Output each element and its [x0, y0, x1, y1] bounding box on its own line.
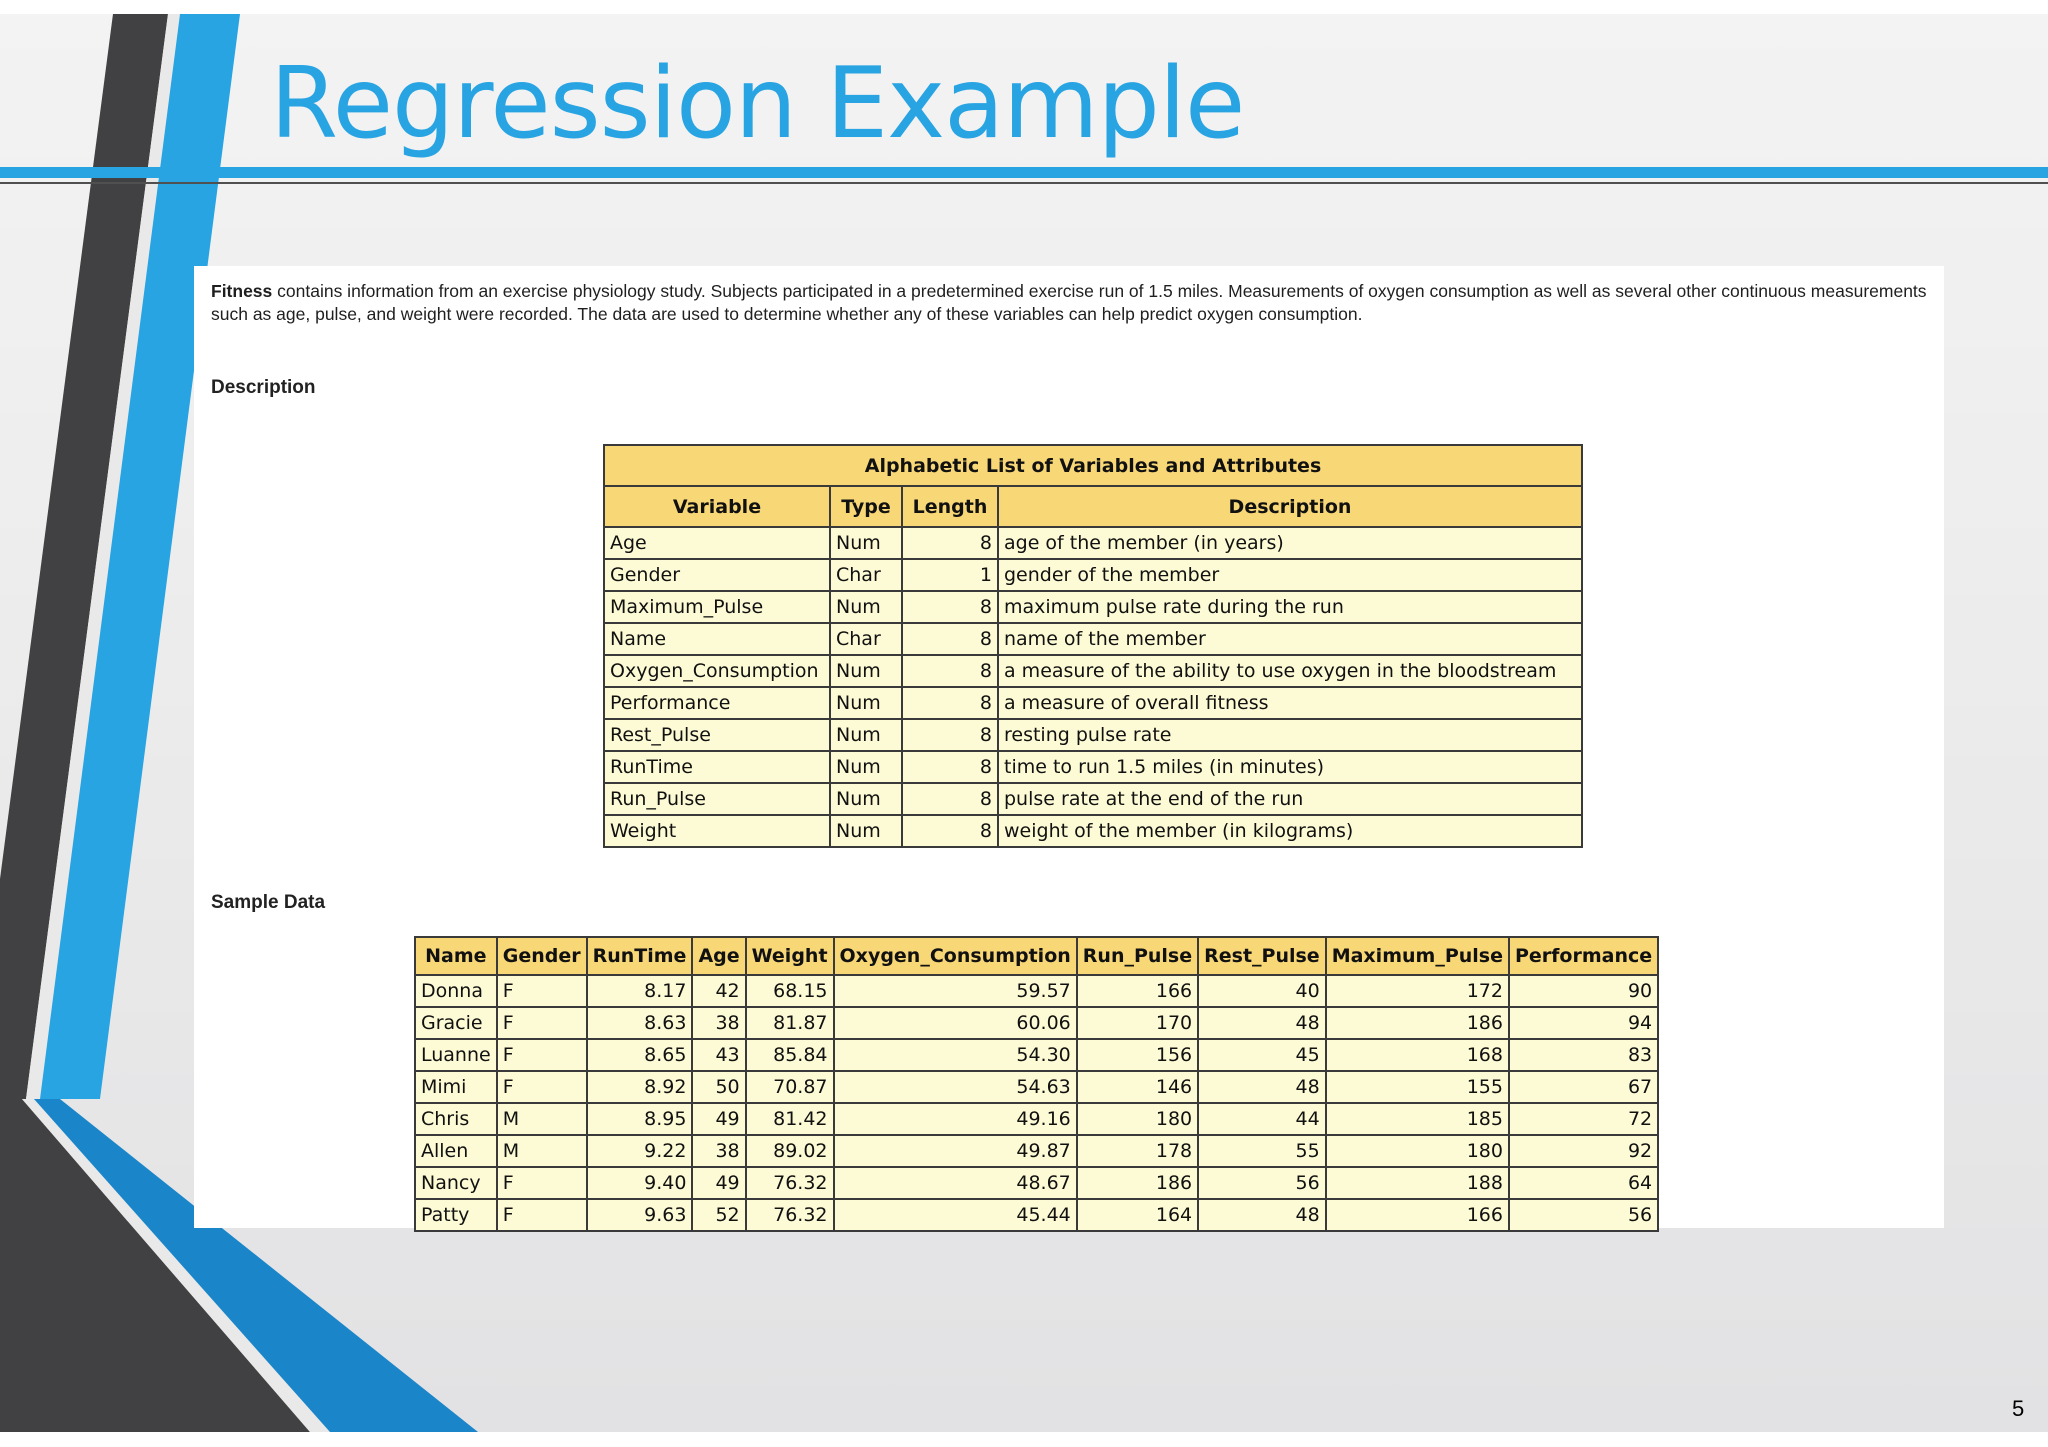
table-cell-age: 38 — [692, 1135, 745, 1167]
table-cell-oxygen-consumption: 48.67 — [834, 1167, 1077, 1199]
sample-table-body — [415, 975, 1658, 1231]
table-row — [604, 591, 1582, 623]
table-cell-runtime: 8.65 — [587, 1039, 693, 1071]
slide — [0, 14, 2048, 1432]
table-cell-variable: Name — [604, 623, 830, 655]
table-cell-weight: 81.42 — [746, 1103, 834, 1135]
table-row — [415, 975, 1658, 1007]
table-cell-name: Donna — [415, 975, 497, 1007]
table-cell-description: age of the member (in years) — [998, 527, 1582, 559]
table-cell-variable: RunTime — [604, 751, 830, 783]
table-row — [604, 719, 1582, 751]
table-cell-rest-pulse: 48 — [1198, 1071, 1326, 1103]
table-cell-run-pulse: 164 — [1077, 1199, 1198, 1231]
table-cell-gender: F — [497, 1167, 587, 1199]
table-cell-gender: M — [497, 1135, 587, 1167]
table-cell-age: 52 — [692, 1199, 745, 1231]
table-cell-description: resting pulse rate — [998, 719, 1582, 751]
sample-data-table — [414, 936, 1659, 1232]
table-cell-variable: Oxygen_Consumption — [604, 655, 830, 687]
column-header-weight: Weight — [746, 937, 834, 975]
table-cell-rest-pulse: 44 — [1198, 1103, 1326, 1135]
table-cell-rest-pulse: 55 — [1198, 1135, 1326, 1167]
table-cell-variable: Weight — [604, 815, 830, 847]
table-row — [415, 1135, 1658, 1167]
table-row — [415, 1167, 1658, 1199]
table-cell-age: 50 — [692, 1071, 745, 1103]
table-cell-runtime: 9.22 — [587, 1135, 693, 1167]
table-cell-rest-pulse: 45 — [1198, 1039, 1326, 1071]
table-cell-maximum-pulse: 186 — [1326, 1007, 1509, 1039]
table-cell-weight: 70.87 — [746, 1071, 834, 1103]
sample-data-heading: Sample Data — [211, 892, 326, 913]
dataset-name: Fitness — [211, 281, 273, 301]
content-image-panel — [194, 266, 1944, 1228]
table-cell-maximum-pulse: 180 — [1326, 1135, 1509, 1167]
table-cell-oxygen-consumption: 49.16 — [834, 1103, 1077, 1135]
table-cell-description: gender of the member — [998, 559, 1582, 591]
table-row — [604, 783, 1582, 815]
table-cell-performance: 56 — [1509, 1199, 1658, 1231]
table-cell-name: Luanne — [415, 1039, 497, 1071]
table-cell-performance: 64 — [1509, 1167, 1658, 1199]
table-cell-type: Num — [830, 751, 902, 783]
table-cell-length: 8 — [902, 783, 998, 815]
table-row — [415, 1039, 1658, 1071]
table-cell-rest-pulse: 48 — [1198, 1007, 1326, 1039]
table-row — [415, 1103, 1658, 1135]
table-cell-description: name of the member — [998, 623, 1582, 655]
table-cell-weight: 89.02 — [746, 1135, 834, 1167]
table-row — [604, 687, 1582, 719]
column-header-description: Description — [998, 486, 1582, 527]
table-cell-gender: F — [497, 975, 587, 1007]
table-cell-runtime: 8.95 — [587, 1103, 693, 1135]
table-row — [604, 559, 1582, 591]
column-header-maximum-pulse: Maximum_Pulse — [1326, 937, 1509, 975]
table-row — [604, 815, 1582, 847]
column-header-rest-pulse: Rest_Pulse — [1198, 937, 1326, 975]
table-cell-oxygen-consumption: 54.63 — [834, 1071, 1077, 1103]
variables-table-body — [604, 527, 1582, 847]
table-cell-run-pulse: 170 — [1077, 1007, 1198, 1039]
table-cell-variable: Gender — [604, 559, 830, 591]
table-cell-performance: 83 — [1509, 1039, 1658, 1071]
table-cell-runtime: 9.63 — [587, 1199, 693, 1231]
table-cell-variable: Rest_Pulse — [604, 719, 830, 751]
table-cell-name: Mimi — [415, 1071, 497, 1103]
column-header-type: Type — [830, 486, 902, 527]
table-row — [604, 751, 1582, 783]
table-cell-description: a measure of overall fitness — [998, 687, 1582, 719]
table-cell-type: Num — [830, 815, 902, 847]
table-cell-performance: 72 — [1509, 1103, 1658, 1135]
table-cell-age: 42 — [692, 975, 745, 1007]
table-row — [604, 623, 1582, 655]
table-cell-run-pulse: 166 — [1077, 975, 1198, 1007]
table-cell-age: 43 — [692, 1039, 745, 1071]
table-cell-variable: Age — [604, 527, 830, 559]
table-cell-gender: F — [497, 1039, 587, 1071]
description-heading: Description — [211, 377, 316, 398]
table-cell-run-pulse: 156 — [1077, 1039, 1198, 1071]
table-cell-weight: 76.32 — [746, 1167, 834, 1199]
table-cell-rest-pulse: 56 — [1198, 1167, 1326, 1199]
table-cell-runtime: 8.17 — [587, 975, 693, 1007]
table-row — [415, 1199, 1658, 1231]
table-cell-oxygen-consumption: 45.44 — [834, 1199, 1077, 1231]
sample-header-row — [415, 937, 1658, 975]
table-cell-maximum-pulse: 185 — [1326, 1103, 1509, 1135]
table-cell-runtime: 8.92 — [587, 1071, 693, 1103]
table-cell-type: Num — [830, 655, 902, 687]
header-rule-blue — [0, 167, 2048, 178]
table-cell-weight: 81.87 — [746, 1007, 834, 1039]
table-cell-maximum-pulse: 168 — [1326, 1039, 1509, 1071]
intro-paragraph — [211, 280, 1931, 326]
table-cell-gender: F — [497, 1007, 587, 1039]
table-cell-name: Allen — [415, 1135, 497, 1167]
table-cell-run-pulse: 146 — [1077, 1071, 1198, 1103]
table-cell-length: 8 — [902, 719, 998, 751]
table-row — [604, 527, 1582, 559]
column-header-gender: Gender — [497, 937, 587, 975]
table-cell-description: weight of the member (in kilograms) — [998, 815, 1582, 847]
table-cell-type: Char — [830, 559, 902, 591]
table-cell-name: Gracie — [415, 1007, 497, 1039]
table-cell-type: Num — [830, 591, 902, 623]
table-cell-length: 8 — [902, 687, 998, 719]
table-cell-type: Char — [830, 623, 902, 655]
header-rule-dark — [0, 182, 2048, 184]
table-cell-description: pulse rate at the end of the run — [998, 783, 1582, 815]
table-cell-gender: F — [497, 1199, 587, 1231]
column-header-name: Name — [415, 937, 497, 975]
table-row — [415, 1007, 1658, 1039]
table-cell-gender: F — [497, 1071, 587, 1103]
table-cell-maximum-pulse: 166 — [1326, 1199, 1509, 1231]
table-row — [604, 655, 1582, 687]
table-cell-age: 49 — [692, 1103, 745, 1135]
table-cell-oxygen-consumption: 59.57 — [834, 975, 1077, 1007]
table-cell-rest-pulse: 40 — [1198, 975, 1326, 1007]
table-cell-performance: 90 — [1509, 975, 1658, 1007]
table-cell-type: Num — [830, 783, 902, 815]
page-number: 5 — [2012, 1396, 2025, 1421]
column-header-oxygen-consumption: Oxygen_Consumption — [834, 937, 1077, 975]
column-header-variable: Variable — [604, 486, 830, 527]
table-cell-run-pulse: 178 — [1077, 1135, 1198, 1167]
table-cell-performance: 67 — [1509, 1071, 1658, 1103]
table-cell-description: a measure of the ability to use oxygen in the bloodstream — [998, 655, 1582, 687]
column-header-runtime: RunTime — [587, 937, 693, 975]
intro-text: contains information from an exercise physiology study. Subjects participated in a predetermined exercise run of 1.5 miles. Measurements of oxygen consumption as well as several other continuous measurements such as age, pulse, and weight were recorded. The data are used to determine whether any of these variables can help predict oxygen consumption. — [211, 281, 1927, 324]
column-header-length: Length — [902, 486, 998, 527]
slide-title: Regression Example — [270, 47, 1245, 161]
table-cell-type: Num — [830, 719, 902, 751]
column-header-run-pulse: Run_Pulse — [1077, 937, 1198, 975]
table-cell-performance: 92 — [1509, 1135, 1658, 1167]
table-cell-maximum-pulse: 188 — [1326, 1167, 1509, 1199]
table-cell-length: 8 — [902, 751, 998, 783]
table-cell-runtime: 8.63 — [587, 1007, 693, 1039]
table-cell-weight: 76.32 — [746, 1199, 834, 1231]
table-cell-oxygen-consumption: 49.87 — [834, 1135, 1077, 1167]
table-cell-oxygen-consumption: 60.06 — [834, 1007, 1077, 1039]
table-cell-age: 38 — [692, 1007, 745, 1039]
table-cell-run-pulse: 180 — [1077, 1103, 1198, 1135]
table-cell-age: 49 — [692, 1167, 745, 1199]
table-cell-weight: 68.15 — [746, 975, 834, 1007]
table-cell-name: Chris — [415, 1103, 497, 1135]
table-cell-run-pulse: 186 — [1077, 1167, 1198, 1199]
table-cell-type: Num — [830, 527, 902, 559]
table-cell-variable: Performance — [604, 687, 830, 719]
table-cell-type: Num — [830, 687, 902, 719]
table-cell-description: maximum pulse rate during the run — [998, 591, 1582, 623]
table-cell-name: Nancy — [415, 1167, 497, 1199]
table-row — [415, 1071, 1658, 1103]
table-cell-length: 8 — [902, 591, 998, 623]
table-cell-length: 8 — [902, 623, 998, 655]
table-cell-oxygen-consumption: 54.30 — [834, 1039, 1077, 1071]
table-cell-rest-pulse: 48 — [1198, 1199, 1326, 1231]
variables-table — [603, 444, 1583, 848]
table-cell-variable: Run_Pulse — [604, 783, 830, 815]
column-header-age: Age — [692, 937, 745, 975]
table-cell-variable: Maximum_Pulse — [604, 591, 830, 623]
table-cell-maximum-pulse: 172 — [1326, 975, 1509, 1007]
table-cell-name: Patty — [415, 1199, 497, 1231]
table-cell-length: 8 — [902, 527, 998, 559]
table-cell-length: 8 — [902, 815, 998, 847]
table-cell-length: 1 — [902, 559, 998, 591]
table-cell-description: time to run 1.5 miles (in minutes) — [998, 751, 1582, 783]
column-header-performance: Performance — [1509, 937, 1658, 975]
variables-table-title: Alphabetic List of Variables and Attributes — [604, 445, 1582, 486]
table-cell-runtime: 9.40 — [587, 1167, 693, 1199]
table-cell-performance: 94 — [1509, 1007, 1658, 1039]
table-cell-gender: M — [497, 1103, 587, 1135]
table-cell-maximum-pulse: 155 — [1326, 1071, 1509, 1103]
table-cell-weight: 85.84 — [746, 1039, 834, 1071]
table-cell-length: 8 — [902, 655, 998, 687]
variables-header-row — [604, 486, 1582, 527]
